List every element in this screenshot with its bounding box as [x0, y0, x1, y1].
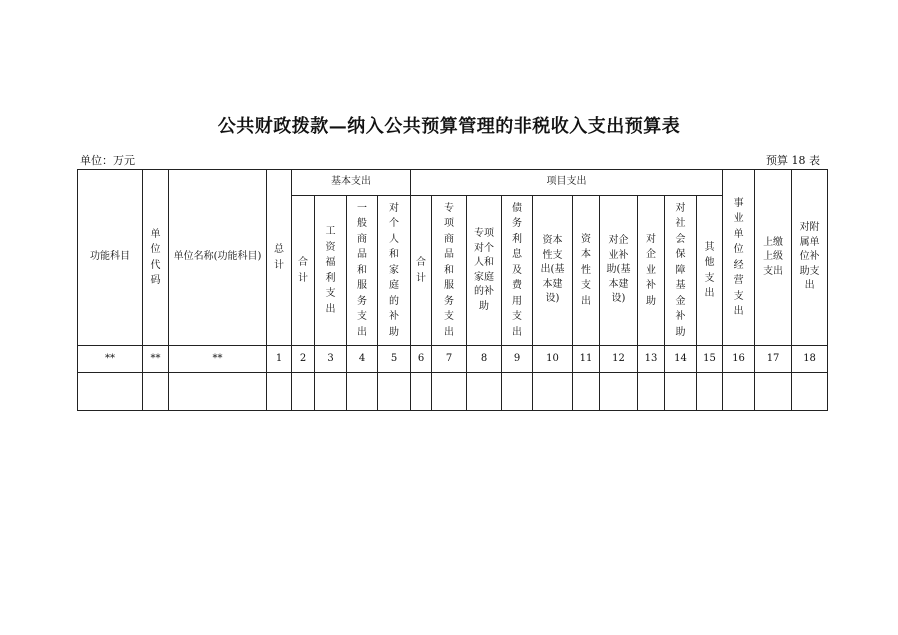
header-total: 总 计 — [267, 170, 292, 346]
index-cell: 7 — [432, 346, 467, 373]
header-superior-payment: 上缴 上级 支出 — [755, 170, 792, 346]
index-cell: 5 — [378, 346, 411, 373]
data-cell — [347, 373, 378, 411]
data-cell — [792, 373, 828, 411]
data-cell — [533, 373, 573, 411]
header-unit-code: 单 位 代 码 — [143, 170, 169, 346]
header-personal-subsidy: 对 个 人 和 家 庭 的 补 助 — [378, 196, 411, 346]
index-cell: ** — [169, 346, 267, 373]
data-cell — [143, 373, 169, 411]
index-cell: 17 — [755, 346, 792, 373]
header-other: 其 他 支 出 — [697, 196, 723, 346]
header-basic-total: 合 计 — [292, 196, 315, 346]
index-cell: 12 — [600, 346, 638, 373]
unit-label: 单位：万元 — [80, 154, 135, 167]
index-cell: 13 — [638, 346, 665, 373]
data-cell — [267, 373, 292, 411]
index-row — [78, 346, 828, 373]
data-cell — [467, 373, 502, 411]
data-cell — [638, 373, 665, 411]
index-cell: 11 — [573, 346, 600, 373]
data-cell — [665, 373, 697, 411]
index-cell: 4 — [347, 346, 378, 373]
index-cell: 15 — [697, 346, 723, 373]
index-cell: ** — [78, 346, 143, 373]
index-cell: 1 — [267, 346, 292, 373]
index-cell: ** — [143, 346, 169, 373]
index-cell: 6 — [411, 346, 432, 373]
data-cell — [502, 373, 533, 411]
header-enterprise-subsidy-construction: 对企 业补 助(基 本建 设) — [600, 196, 638, 346]
header-unit-name: 单位名称(功能科目) — [169, 170, 267, 346]
data-cell — [169, 373, 267, 411]
header-special-personal: 专项 对个 人和 家庭 的补 助 — [467, 196, 502, 346]
index-cell: 10 — [533, 346, 573, 373]
data-cell — [723, 373, 755, 411]
index-cell: 9 — [502, 346, 533, 373]
header-func-subject: 功能科目 — [78, 170, 143, 346]
data-cell — [755, 373, 792, 411]
data-cell — [600, 373, 638, 411]
empty-data-row — [78, 373, 828, 411]
data-cell — [697, 373, 723, 411]
header-project-total: 合 计 — [411, 196, 432, 346]
index-cell: 2 — [292, 346, 315, 373]
header-goods-services: 一 般 商 品 和 服 务 支 出 — [347, 196, 378, 346]
data-cell — [78, 373, 143, 411]
data-cell — [411, 373, 432, 411]
data-cell — [573, 373, 600, 411]
header-business-operation: 事 业 单 位 经 营 支 出 — [723, 170, 755, 346]
data-cell — [292, 373, 315, 411]
data-cell — [378, 373, 411, 411]
header-enterprise-subsidy: 对 企 业 补 助 — [638, 196, 665, 346]
budget-table — [77, 169, 828, 411]
table-number: 预算 18 表 — [766, 154, 820, 167]
header-wage: 工 资 福 利 支 出 — [315, 196, 347, 346]
header-affiliated-subsidy: 对附 属单 位补 助支 出 — [792, 170, 828, 346]
header-social-security-fund: 对 社 会 保 障 基 金 补 助 — [665, 196, 697, 346]
group-basic-expenditure: 基本支出 — [292, 170, 411, 196]
index-cell: 14 — [665, 346, 697, 373]
group-project-expenditure: 项目支出 — [411, 170, 723, 196]
data-cell — [432, 373, 467, 411]
header-capital: 资 本 性 支 出 — [573, 196, 600, 346]
header-debt-interest: 债 务 利 息 及 费 用 支 出 — [502, 196, 533, 346]
index-cell: 3 — [315, 346, 347, 373]
index-cell: 16 — [723, 346, 755, 373]
header-capital-construction: 资本 性支 出(基 本建 设) — [533, 196, 573, 346]
header-special-goods: 专 项 商 品 和 服 务 支 出 — [432, 196, 467, 346]
index-cell: 8 — [467, 346, 502, 373]
index-cell: 18 — [792, 346, 828, 373]
page-title: 公共财政拨款—纳入公共预算管理的非税收入支出预算表 — [217, 116, 681, 137]
data-cell — [315, 373, 347, 411]
